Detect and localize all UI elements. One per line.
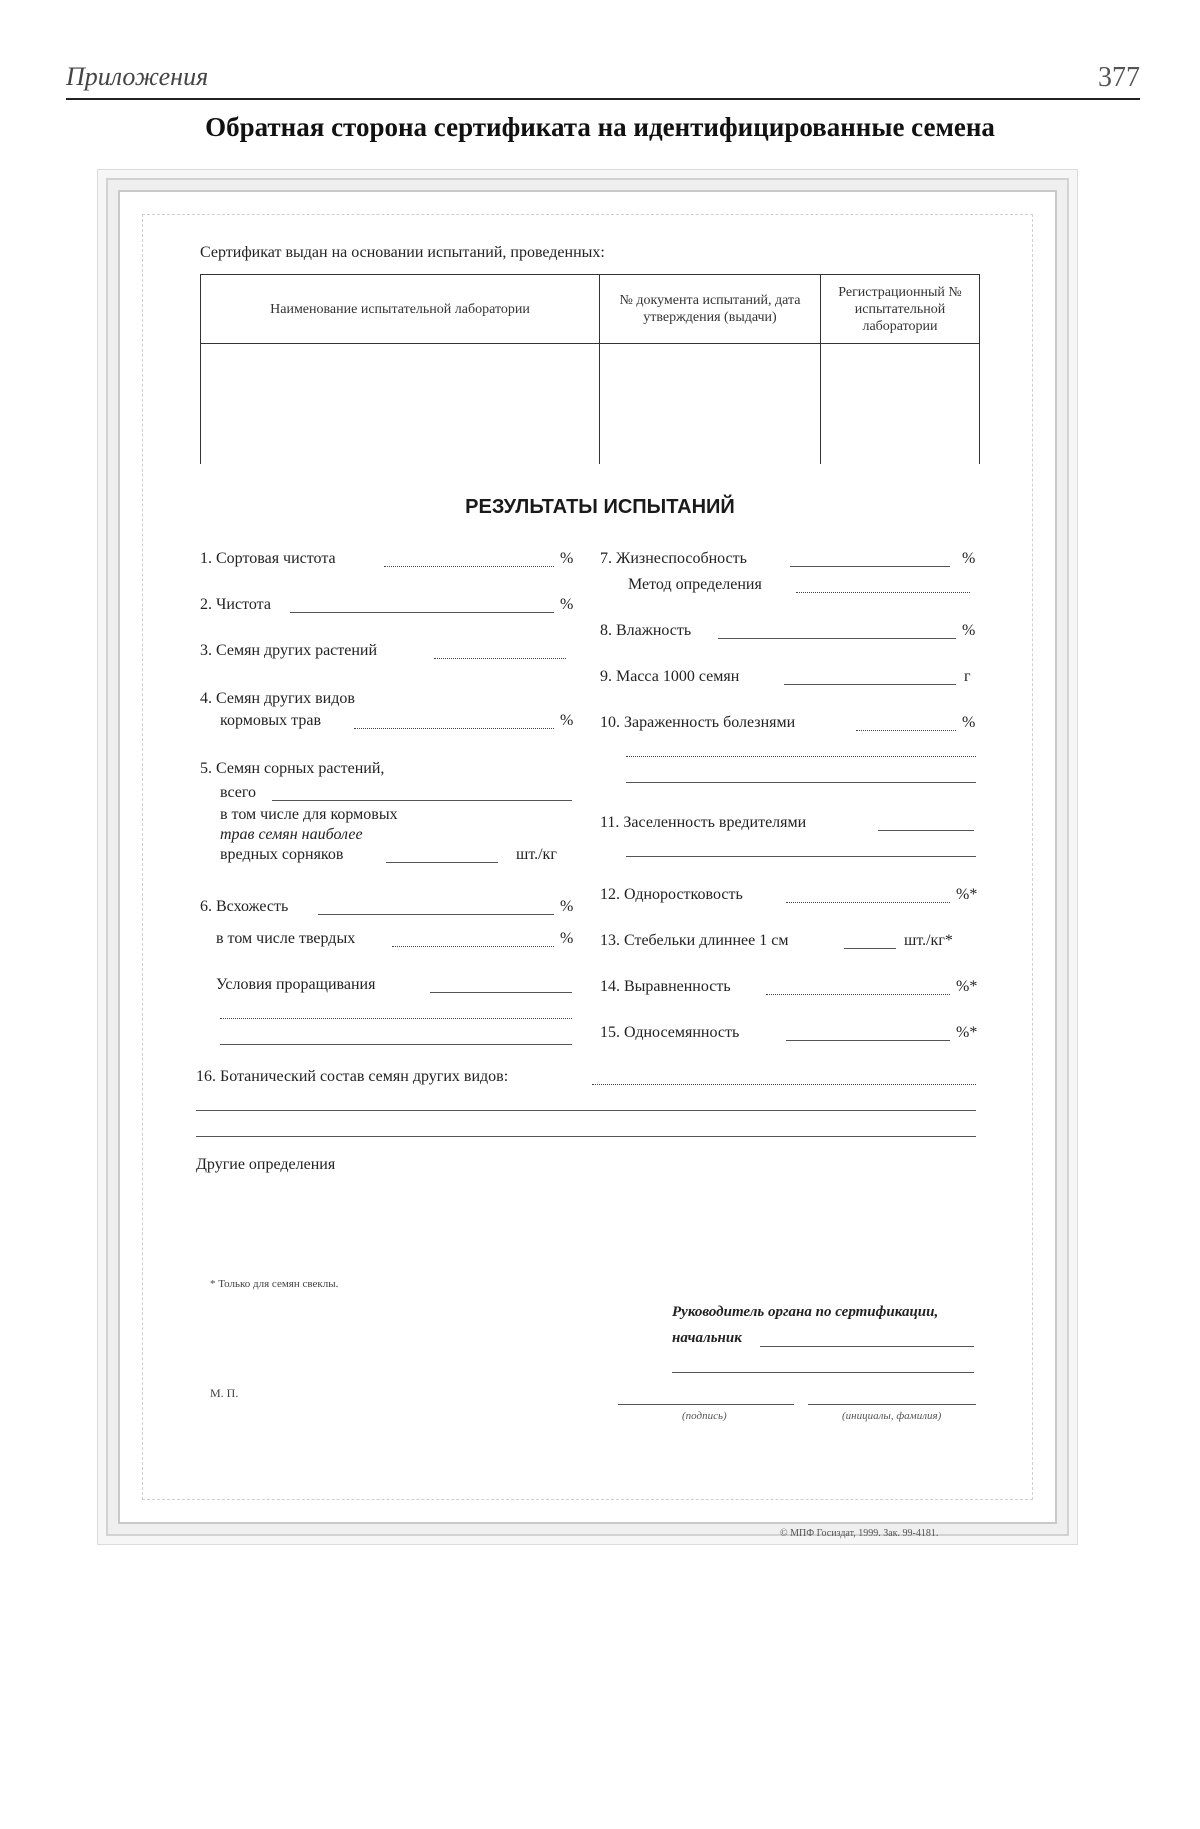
field-evenness-line[interactable] xyxy=(766,994,950,995)
field-purity-line[interactable] xyxy=(290,612,554,613)
signature-line[interactable] xyxy=(618,1404,794,1405)
unit-pct: % xyxy=(962,550,976,567)
lab-table-header-reg: Регистрационный № испытательной лаборатории xyxy=(821,275,980,344)
field-other-grasses-label-2: кормовых трав xyxy=(220,712,321,729)
field-moisture-label: 8. Влажность xyxy=(600,622,692,639)
lab-table-header-doc: № документа испытаний, дата утверждения (выдачи) xyxy=(600,275,821,344)
field-conditions-line-1[interactable] xyxy=(430,992,572,993)
unit-pct-star: %* xyxy=(956,886,978,903)
field-evenness-label: 14. Выравненность xyxy=(600,978,731,995)
unit-pct: % xyxy=(962,622,976,639)
field-hard-seeds-line[interactable] xyxy=(392,946,554,947)
section-title: Приложения xyxy=(66,62,209,91)
unit-pcs-kg-star: шт./кг* xyxy=(904,932,953,949)
lab-table-header-name: Наименование испытательной лаборатории xyxy=(201,275,600,344)
running-head xyxy=(66,58,1140,100)
field-botanical-label: 16. Ботанический состав семян других видов: xyxy=(196,1068,509,1085)
field-stalks-label: 13. Стебельки длиннее 1 см xyxy=(600,932,789,949)
field-varietal-purity-line[interactable] xyxy=(384,566,554,567)
field-weeds-total-line[interactable] xyxy=(272,800,572,801)
other-determinations-label: Другие определения xyxy=(196,1156,336,1173)
field-varietal-purity-label: 1. Сортовая чистота xyxy=(200,550,336,567)
unit-pct: % xyxy=(560,550,574,567)
page-number: 377 xyxy=(1098,62,1140,93)
field-thousand-seed-weight-label: 9. Масса 1000 семян xyxy=(600,668,740,685)
field-purity-label: 2. Чистота xyxy=(200,596,271,613)
field-other-grasses-line[interactable] xyxy=(354,728,554,729)
head-of-body-label: Руководитель органа по сертификации, xyxy=(672,1304,939,1320)
reg-number-cell[interactable] xyxy=(821,344,980,465)
field-diseases-label: 10. Зараженность болезнями xyxy=(600,714,796,731)
field-diseases-line-2[interactable] xyxy=(626,756,976,757)
doc-number-cell[interactable] xyxy=(600,344,821,465)
field-germination-label: 6. Всхожесть xyxy=(200,898,289,915)
field-viability-method-label: Метод определения xyxy=(628,576,762,593)
chief-name-line[interactable] xyxy=(760,1346,974,1347)
page-title: Обратная сторона сертификата на идентифицированные семена xyxy=(205,112,995,142)
field-conditions-line-3[interactable] xyxy=(220,1044,572,1045)
field-weeds-sub-label-2: трав семян наиболее xyxy=(220,826,363,843)
field-other-plants-line[interactable] xyxy=(434,658,566,659)
field-moisture-line[interactable] xyxy=(718,638,956,639)
field-monogerm-label: 12. Одноростковость xyxy=(600,886,743,903)
field-weeds-sub-label-1: в том числе для кормовых xyxy=(220,806,398,823)
field-botanical-line-1[interactable] xyxy=(592,1084,976,1085)
field-diseases-line[interactable] xyxy=(856,730,956,731)
issued-basis-text: Сертификат выдан на основании испытаний, проведенных: xyxy=(200,244,605,261)
field-stalks-line[interactable] xyxy=(844,948,896,949)
results-heading: РЕЗУЛЬТАТЫ ИСПЫТАНИЙ xyxy=(465,496,735,518)
field-viability-method-line[interactable] xyxy=(796,592,970,593)
field-monospermy-label: 15. Односемянность xyxy=(600,1024,740,1041)
field-weeds-label: 5. Семян сорных растений, xyxy=(200,760,385,777)
stamp-place-label: М. П. xyxy=(210,1386,239,1400)
field-botanical-line-3[interactable] xyxy=(196,1136,976,1137)
field-other-grasses-label: 4. Семян других видов xyxy=(200,690,355,707)
chief-label: начальник xyxy=(672,1330,742,1346)
field-thousand-seed-weight-line[interactable] xyxy=(784,684,956,685)
field-diseases-line-3[interactable] xyxy=(626,782,976,783)
unit-pct: % xyxy=(560,898,574,915)
unit-pct: % xyxy=(962,714,976,731)
unit-pcs-kg: шт./кг xyxy=(516,846,557,863)
initials-name-line[interactable] xyxy=(808,1404,976,1405)
field-conditions-line-2[interactable] xyxy=(220,1018,572,1019)
field-weeds-total-label: всего xyxy=(220,784,257,801)
printer-imprint: © МПФ Госиздат, 1999. Зак. 99-4181. xyxy=(780,1528,939,1539)
field-other-plants-label: 3. Семян других растений xyxy=(200,642,378,659)
field-pests-line[interactable] xyxy=(878,830,974,831)
footnote: * Только для семян свеклы. xyxy=(210,1278,339,1290)
unit-pct: % xyxy=(560,596,574,613)
unit-pct-star: %* xyxy=(956,978,978,995)
field-monospermy-line[interactable] xyxy=(786,1040,950,1041)
chief-name-line-2[interactable] xyxy=(672,1372,974,1373)
field-germination-line[interactable] xyxy=(318,914,554,915)
lab-table xyxy=(200,274,980,464)
field-monogerm-line[interactable] xyxy=(786,902,950,903)
field-viability-label: 7. Жизнеспособность xyxy=(600,550,747,567)
signature-caption: (подпись) xyxy=(682,1410,727,1422)
field-germination-conditions-label: Условия проращивания xyxy=(216,976,376,993)
unit-pct: % xyxy=(560,712,574,729)
unit-pct-star: %* xyxy=(956,1024,978,1041)
field-weeds-harmful-line[interactable] xyxy=(386,862,498,863)
field-pests-label: 11. Заселенность вредителями xyxy=(600,814,807,831)
initials-name-caption: (инициалы, фамилия) xyxy=(842,1410,942,1422)
field-weeds-sub-label-3: вредных сорняков xyxy=(220,846,344,863)
unit-pct: % xyxy=(560,930,574,947)
field-pests-line-2[interactable] xyxy=(626,856,976,857)
unit-g: г xyxy=(964,668,971,685)
field-botanical-line-2[interactable] xyxy=(196,1110,976,1111)
field-hard-seeds-label: в том числе твердых xyxy=(216,930,356,947)
lab-name-cell[interactable] xyxy=(201,344,600,465)
field-viability-line[interactable] xyxy=(790,566,950,567)
